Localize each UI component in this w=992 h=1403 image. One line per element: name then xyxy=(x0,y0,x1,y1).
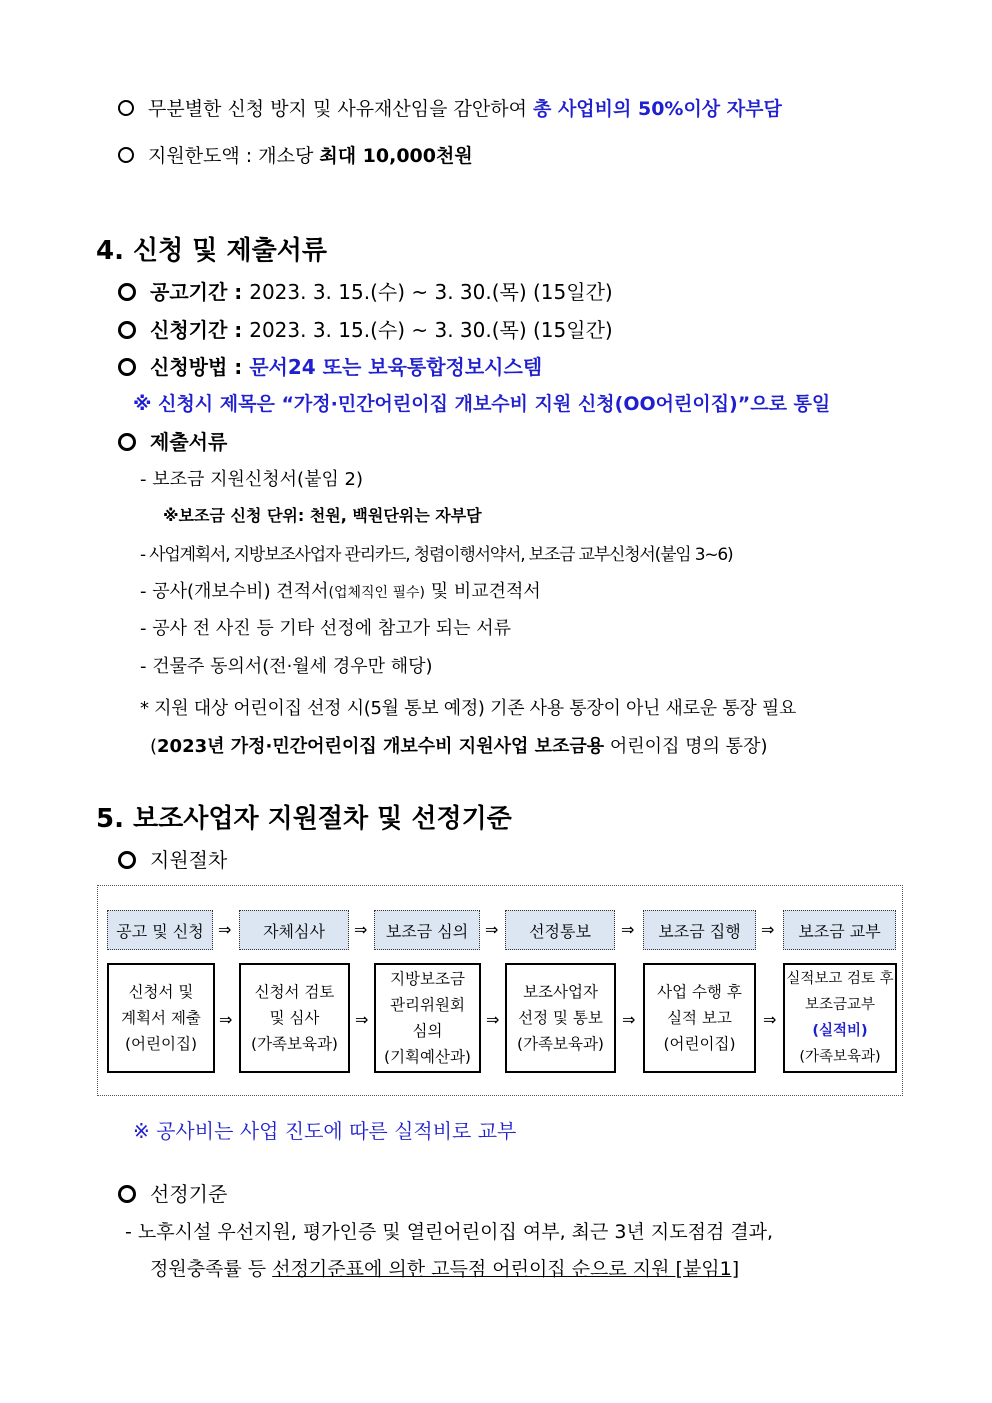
circle-bullet-icon xyxy=(118,433,136,451)
arrow-right-icon: ⇒ xyxy=(219,1010,233,1029)
docs-label-item: 제출서류 xyxy=(118,426,227,455)
arrow-right-icon: ⇒ xyxy=(485,920,499,939)
account-note: * 지원 대상 어린이집 선정 시(5월 통보 예정) 기존 사용 통장이 아닌 새로운 통장 필요 xyxy=(140,698,797,719)
step-card: 사업 수행 후 실적 보고 (어린이집) xyxy=(643,963,756,1073)
doc-item: - 보조금 지원신청서(붙임 2) xyxy=(140,469,364,490)
support-ratio-item: 무분별한 신청 방지 및 사유재산임을 감안하여 총 사업비의 50%이상 자부담 xyxy=(118,94,782,121)
doc-item: - 사업계획서, 지방보조사업자 관리카드, 청렴이행서약서, 보조금 교부신청서(붙임 3~6) xyxy=(140,545,733,565)
doc-item: - 건물주 동의서(전·월세 경우만 해당) xyxy=(140,656,433,677)
arrow-right-icon: ⇒ xyxy=(621,920,635,939)
step-card: 지방보조금 관리위원회 심의 (기획예산과) xyxy=(374,963,481,1073)
circle-bullet-icon xyxy=(118,100,134,116)
circle-bullet-icon xyxy=(118,358,136,376)
cost-note: ※ 공사비는 사업 진도에 따른 실적비로 교부 xyxy=(133,1119,517,1143)
criteria-text-line1: - 노후시설 우선지원, 평가인증 및 열린어린이집 여부, 최근 3년 지도점검 결과, xyxy=(125,1221,774,1243)
step-card: 보조사업자 선정 및 통보 (가족보육과) xyxy=(505,963,616,1073)
apply-period-item: 신청기간 : 2023. 3. 15.(수) ~ 3. 30.(목) (15일간) xyxy=(118,314,613,343)
circle-bullet-icon xyxy=(118,321,136,339)
arrow-right-icon: ⇒ xyxy=(486,1010,500,1029)
support-limit-item: 지원한도액 : 개소당 최대 10,000천원 xyxy=(118,141,473,168)
notice-period-item: 공고기간 : 2023. 3. 15.(수) ~ 3. 30.(목) (15일간) xyxy=(118,276,613,305)
criteria-text-line2: 정원충족률 등 선정기준표에 의한 고득점 어린이집 순으로 지원 [붙임1] xyxy=(150,1258,740,1280)
arrow-right-icon: ⇒ xyxy=(761,920,775,939)
circle-bullet-icon xyxy=(118,147,134,163)
step-card: 신청서 및 계획서 제출 (어린이집) xyxy=(107,963,215,1073)
step-card: 신청서 검토 및 심사 (가족보육과) xyxy=(239,963,350,1073)
arrow-right-icon: ⇒ xyxy=(763,1010,777,1029)
arrow-right-icon: ⇒ xyxy=(622,1010,636,1029)
procedure-label-item: 지원절차 xyxy=(118,844,227,873)
title-note: ※ 신청시 제목은 “가정·민간어린이집 개보수비 지원 신청(OO어린이집)”으로 통일 xyxy=(133,393,831,415)
apply-method-item: 신청방법 : 문서24 또는 보육통합정보시스템 xyxy=(118,351,542,380)
circle-bullet-icon xyxy=(118,1185,136,1203)
section5-heading: 5. 보조사업자 지원절차 및 선정기준 xyxy=(96,804,512,834)
criteria-label-item: 선정기준 xyxy=(118,1178,227,1207)
step-header: 자체심사 xyxy=(239,910,349,950)
arrow-right-icon: ⇒ xyxy=(355,1010,369,1029)
doc-item: - 공사(개보수비) 견적서(업체직인 필수) 및 비교견적서 xyxy=(140,581,541,602)
account-note-detail: (2023년 가정·민간어린이집 개보수비 지원사업 보조금용 어린이집 명의 통장) xyxy=(150,736,768,757)
step-header: 보조금 집행 xyxy=(643,910,756,950)
circle-bullet-icon xyxy=(118,851,136,869)
step-card: 실적보고 검토 후 보조금교부 (실적비) (가족보육과) xyxy=(783,963,897,1073)
arrow-right-icon: ⇒ xyxy=(218,920,232,939)
doc-unit-note: ※보조금 신청 단위: 천원, 백원단위는 자부담 xyxy=(163,506,482,525)
step-header: 보조금 교부 xyxy=(783,910,896,950)
step-header: 보조금 심의 xyxy=(374,910,480,950)
step-header: 선정통보 xyxy=(505,910,615,950)
circle-bullet-icon xyxy=(118,283,136,301)
arrow-right-icon: ⇒ xyxy=(354,920,368,939)
doc-item: - 공사 전 사진 등 기타 선정에 참고가 되는 서류 xyxy=(140,618,511,639)
section4-heading: 4. 신청 및 제출서류 xyxy=(96,236,327,266)
step-header: 공고 및 신청 xyxy=(107,910,213,950)
